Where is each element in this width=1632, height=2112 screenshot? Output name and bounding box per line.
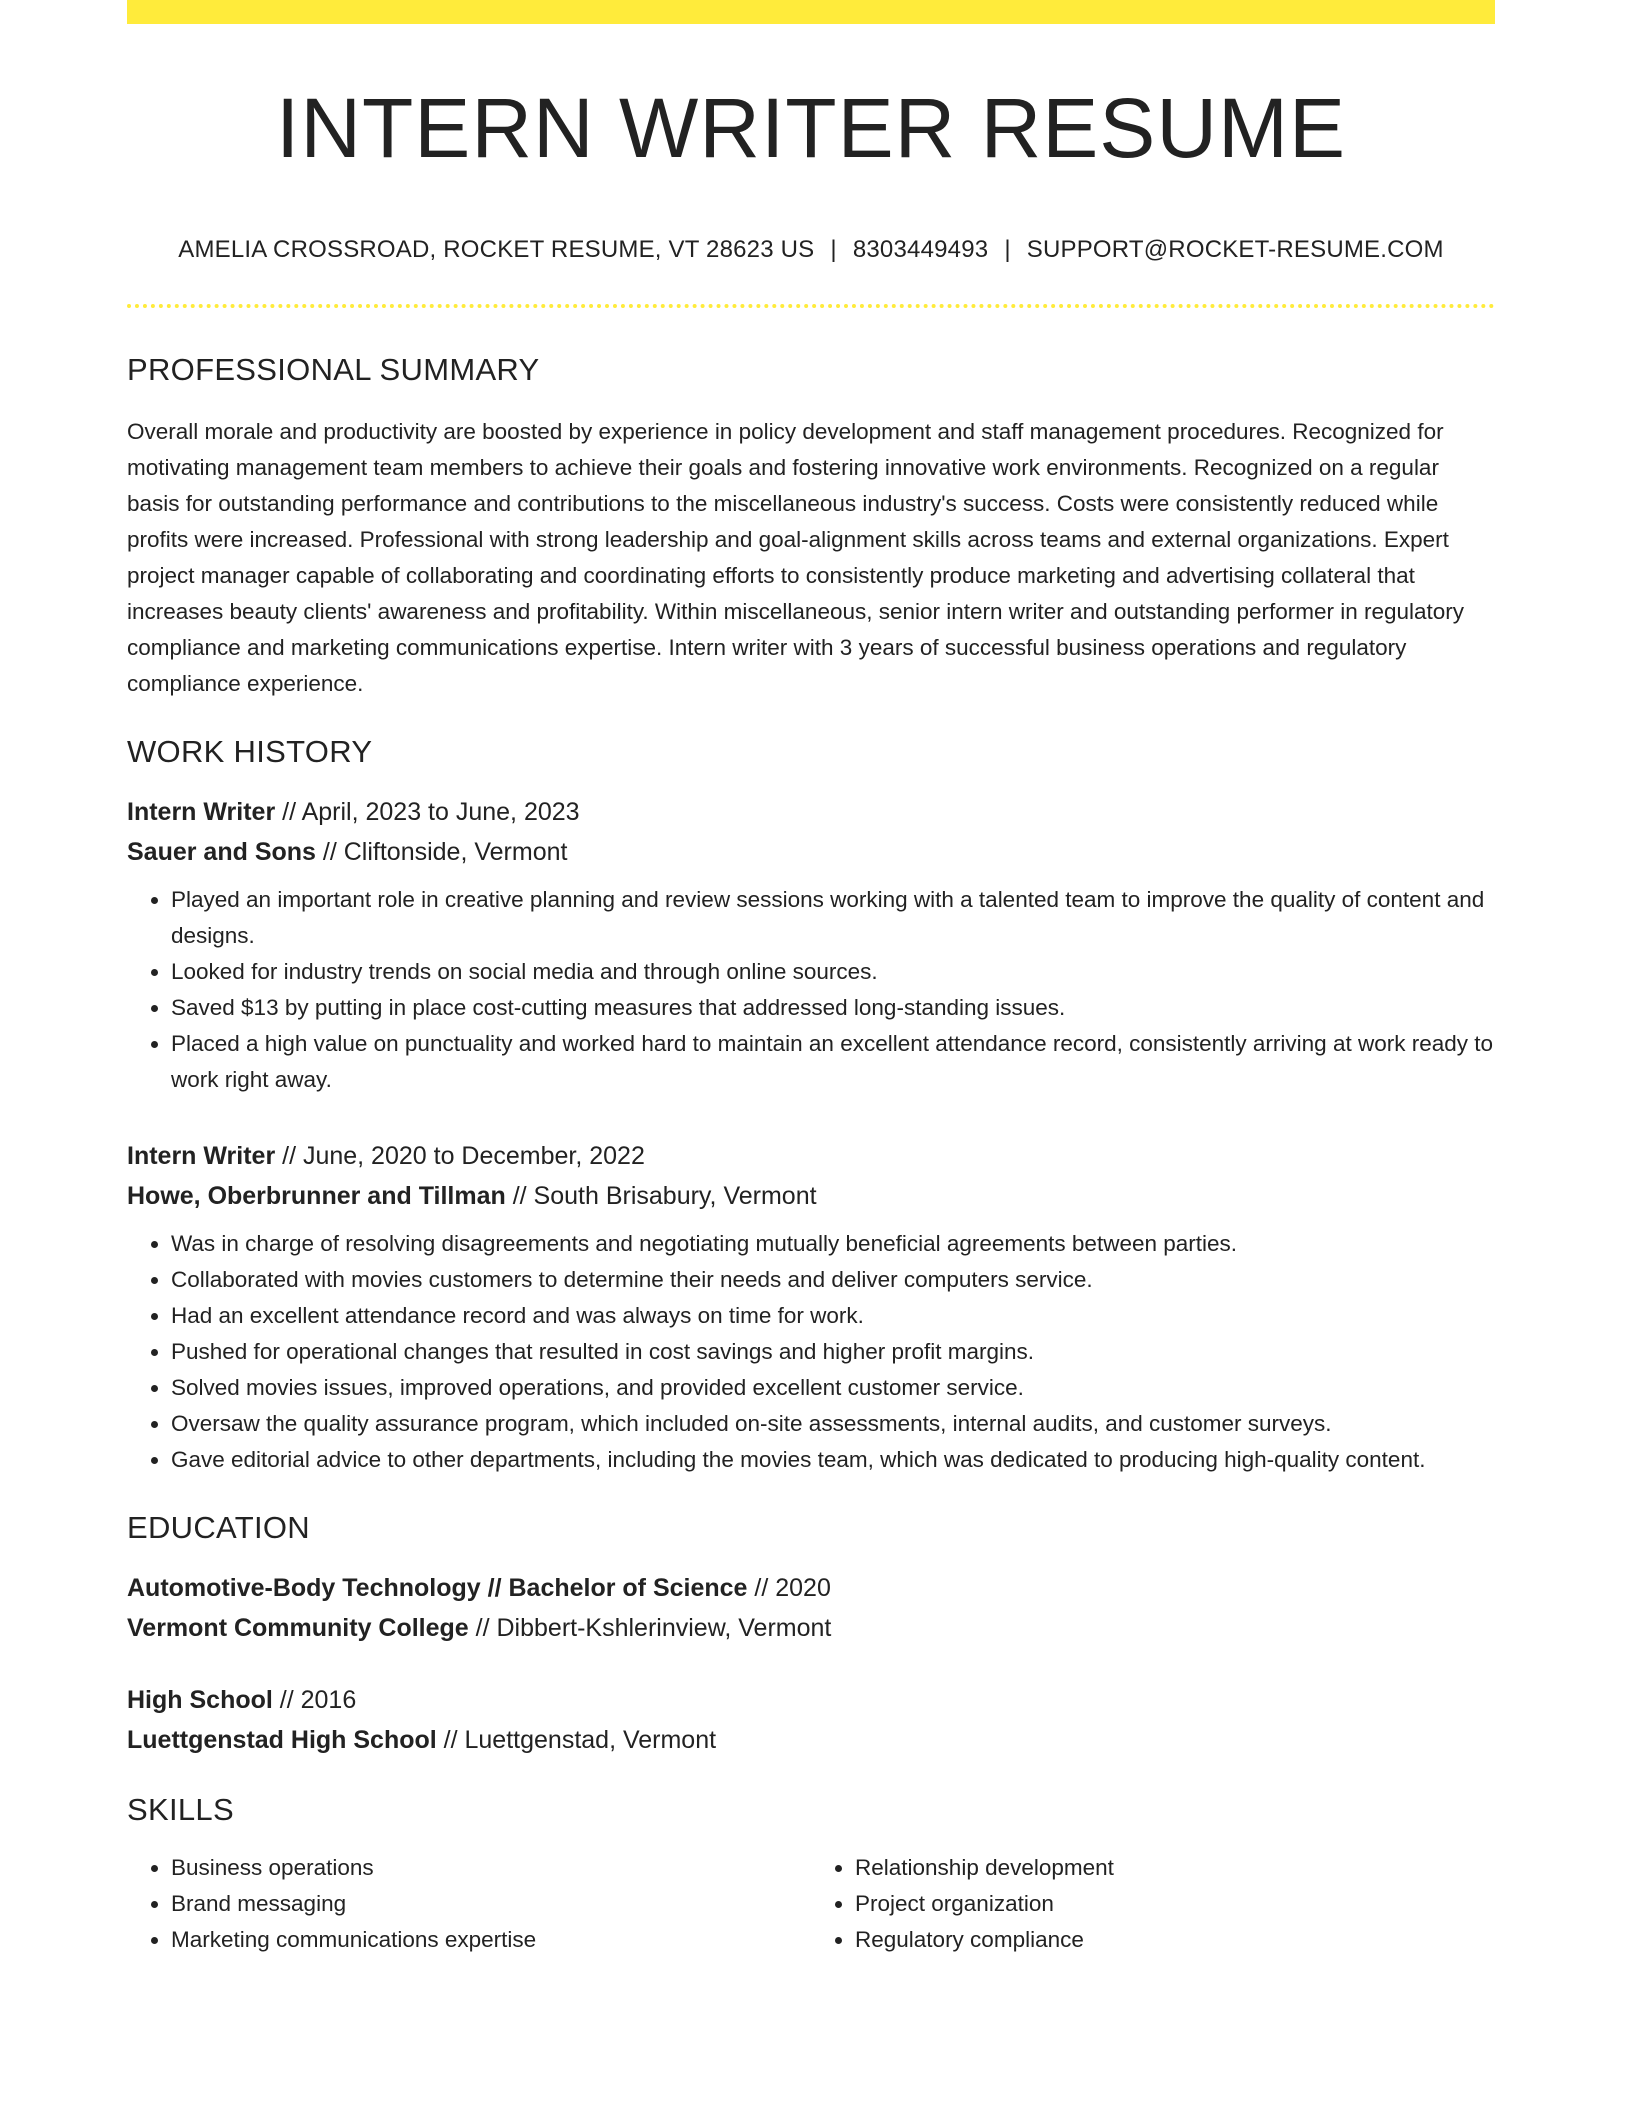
job-role: Intern Writer: [127, 798, 276, 826]
job-bullet: • Oversaw the quality assurance program, which included on-site assessments, internal audits, and customer surveys.: [171, 1406, 1495, 1442]
job-bullet: • Saved $13 by putting in place cost-cutting measures that addressed long-standing issues.: [171, 990, 1495, 1026]
job-entry: [127, 792, 1495, 1098]
skills-columns: [127, 1850, 1495, 1958]
skill-item: • Brand messaging: [171, 1886, 811, 1922]
skill-item: • Regulatory compliance: [855, 1922, 1495, 1958]
contact-separator: |: [830, 236, 837, 263]
edu-degree: High School: [127, 1686, 273, 1714]
edu-degree: Automotive-Body Technology // Bachelor of Science: [127, 1574, 748, 1602]
contact-separator: |: [1004, 236, 1011, 263]
edu-school-line: [127, 1720, 1495, 1760]
job-bullet: • Gave editorial advice to other departments, including the movies team, which was dedicated to producing high-quality content.: [171, 1442, 1495, 1478]
skills-heading: SKILLS: [127, 1792, 234, 1827]
job-company-line: [127, 832, 1495, 872]
skill-item: • Marketing communications expertise: [171, 1922, 811, 1958]
education-entry: [127, 1568, 1495, 1648]
skills-list-left: [127, 1850, 811, 1958]
job-bullet: • Played an important role in creative planning and review sessions working with a talented team to improve the quality of content and designs.: [171, 882, 1495, 954]
skills-list-right: [811, 1850, 1495, 1958]
edu-location: // Luettgenstad, Vermont: [436, 1726, 717, 1754]
job-location: // South Brisabury, Vermont: [505, 1182, 817, 1210]
contact-phone: 8303449493: [852, 236, 989, 263]
contact-email: SUPPORT@ROCKET-RESUME.COM: [1026, 236, 1444, 263]
edu-year: // 2020: [747, 1574, 831, 1602]
job-entry: [127, 1136, 1495, 1478]
job-bullet: • Solved movies issues, improved operations, and provided excellent customer service.: [171, 1370, 1495, 1406]
dotted-divider: [127, 304, 1495, 308]
job-bullet: • Was in charge of resolving disagreements and negotiating mutually beneficial agreements between parties.: [171, 1226, 1495, 1262]
job-bullet: • Collaborated with movies customers to determine their needs and deliver computers service.: [171, 1262, 1495, 1298]
edu-degree-line: [127, 1680, 1495, 1720]
job-company-line: [127, 1176, 1495, 1216]
skill-item: • Project organization: [855, 1886, 1495, 1922]
education-entry: [127, 1680, 1495, 1760]
job-bullet: • Pushed for operational changes that resulted in cost savings and higher profit margins.: [171, 1334, 1495, 1370]
edu-school: Vermont Community College: [127, 1614, 469, 1642]
skill-item: • Business operations: [171, 1850, 811, 1886]
resume-title: INTERN WRITER RESUME: [276, 81, 1346, 175]
job-company: Sauer and Sons: [127, 838, 316, 866]
edu-school-line: [127, 1608, 1495, 1648]
skill-item: • Relationship development: [855, 1850, 1495, 1886]
summary-text: Overall morale and productivity are boosted by experience in policy development and staff management procedures. Recognized for motivating management team members to achieve their goals and fostering innovative work environments. Recognized on a regular basis for outstanding performance and contributions to the miscellaneous industry's success. Costs were consistently reduced while profits were increased. Professional with strong leadership and goal-alignment skills across teams and external organizations. Expert project manager capable of collaborating and coordinating efforts to consistently produce marketing and advertising collateral that increases beauty clients' awareness and profitability. Within miscellaneous, senior intern writer and outstanding performer in regulatory compliance and marketing communications expertise. Intern writer with 3 years of successful business operations and regulatory compliance experience.: [127, 419, 1465, 696]
edu-school: Luettgenstad High School: [127, 1726, 437, 1754]
resume-page: [127, 0, 1495, 1958]
job-bullets: [127, 882, 1495, 1098]
accent-top-bar: [127, 0, 1495, 24]
job-bullet: • Had an excellent attendance record and was always on time for work.: [171, 1298, 1495, 1334]
job-role-line: [127, 1136, 1495, 1176]
education-heading: EDUCATION: [127, 1510, 310, 1545]
job-bullet: • Placed a high value on punctuality and worked hard to maintain an excellent attendance record, consistently arriving at work ready to work right away.: [171, 1026, 1495, 1098]
job-dates: // April, 2023 to June, 2023: [275, 798, 580, 826]
job-role-line: [127, 792, 1495, 832]
job-bullets: [127, 1226, 1495, 1478]
work-history-heading: WORK HISTORY: [127, 734, 373, 769]
contact-address: AMELIA CROSSROAD, ROCKET RESUME, VT 28623 US: [178, 236, 815, 263]
job-role: Intern Writer: [127, 1142, 276, 1170]
edu-year: // 2016: [272, 1686, 357, 1714]
summary-heading: PROFESSIONAL SUMMARY: [127, 352, 540, 387]
job-location: // Cliftonside, Vermont: [315, 838, 568, 866]
job-bullet: • Looked for industry trends on social media and through online sources.: [171, 954, 1495, 990]
contact-line: [127, 236, 1495, 264]
job-company: Howe, Oberbrunner and Tillman: [127, 1182, 506, 1210]
edu-location: // Dibbert-Kshlerinview, Vermont: [468, 1614, 832, 1642]
job-dates: // June, 2020 to December, 2022: [275, 1142, 645, 1170]
edu-degree-line: [127, 1568, 1495, 1608]
